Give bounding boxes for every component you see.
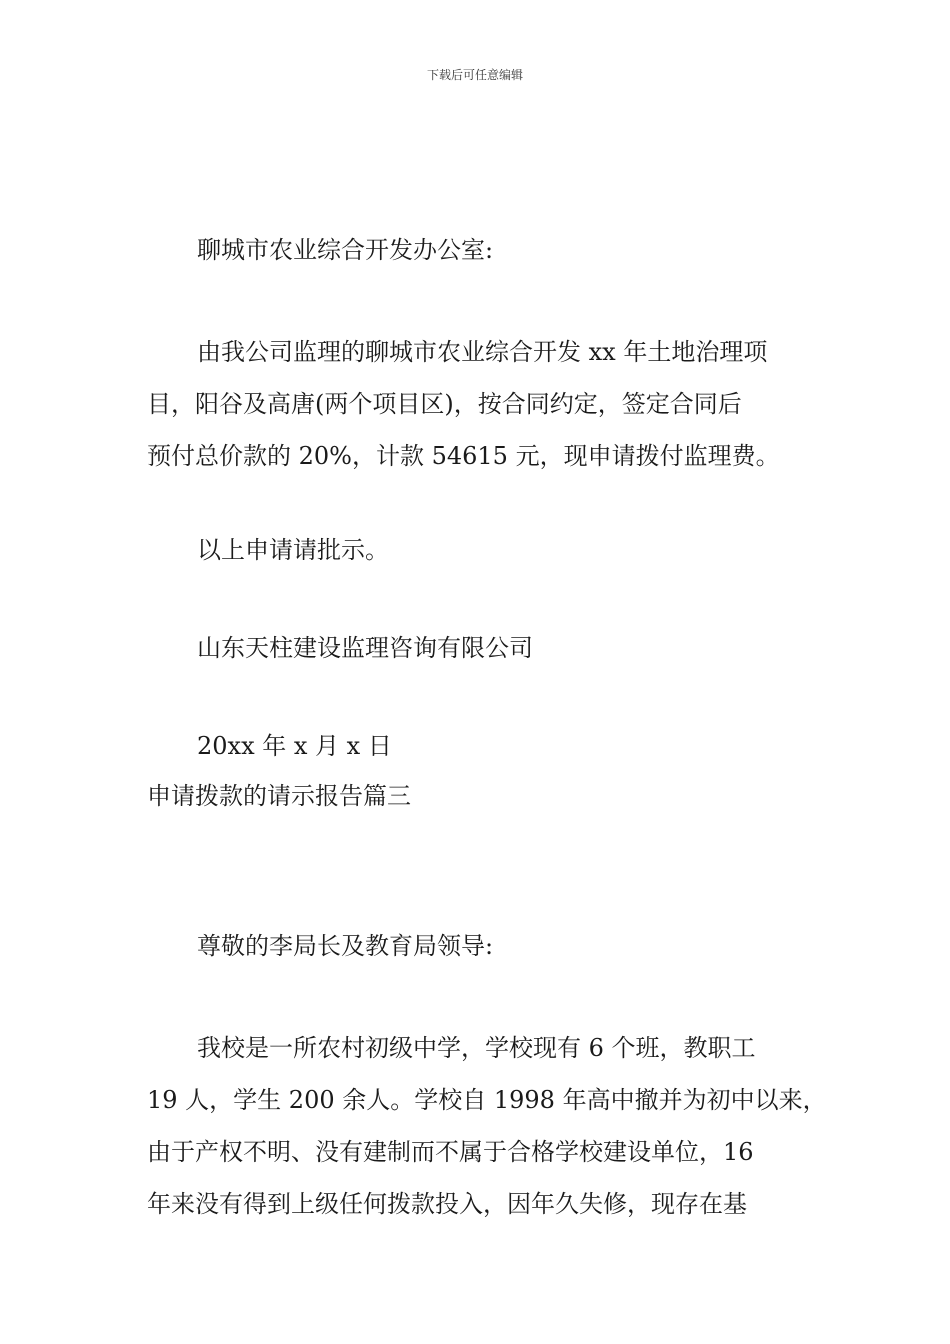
- page-header-note: 下载后可任意编辑: [426, 68, 523, 82]
- letter1-date: 20xx 年 x 月 x 日: [197, 732, 392, 760]
- letter1-signature: 山东天柱建设监理咨询有限公司: [197, 634, 533, 662]
- letter2-body-line: 19 人，学生 200 余人。学校自 1998 年高中撤并为初中以来，: [147, 1086, 827, 1114]
- letter1-body-line: 预付总价款的 20%，计款 54615 元，现申请拨付监理费。: [147, 442, 780, 470]
- letter2-body-line: 由于产权不明、没有建制而不属于合格学校建设单位，16: [147, 1138, 754, 1166]
- letter1-body: [147, 326, 812, 482]
- letter2-body-line: 我校是一所农村初级中学，学校现有 6 个班，教职工: [197, 1034, 756, 1062]
- letter1-body-line: 目，阳谷及高唐(两个项目区)，按合同约定，签定合同后: [147, 390, 742, 418]
- letter2-salutation: 尊敬的李局长及教育局领导:: [197, 932, 494, 960]
- letter1-request: 以上申请请批示。: [197, 536, 389, 564]
- letter1-salutation: 聊城市农业综合开发办公室:: [197, 236, 494, 264]
- letter2-body-line: 年来没有得到上级任何拨款投入，因年久失修，现存在基: [147, 1190, 747, 1218]
- letter2-body: [147, 1022, 827, 1230]
- letter1-body-line: 由我公司监理的聊城市农业综合开发 xx 年土地治理项: [197, 338, 768, 366]
- section-title: 申请拨款的请示报告篇三: [147, 782, 411, 810]
